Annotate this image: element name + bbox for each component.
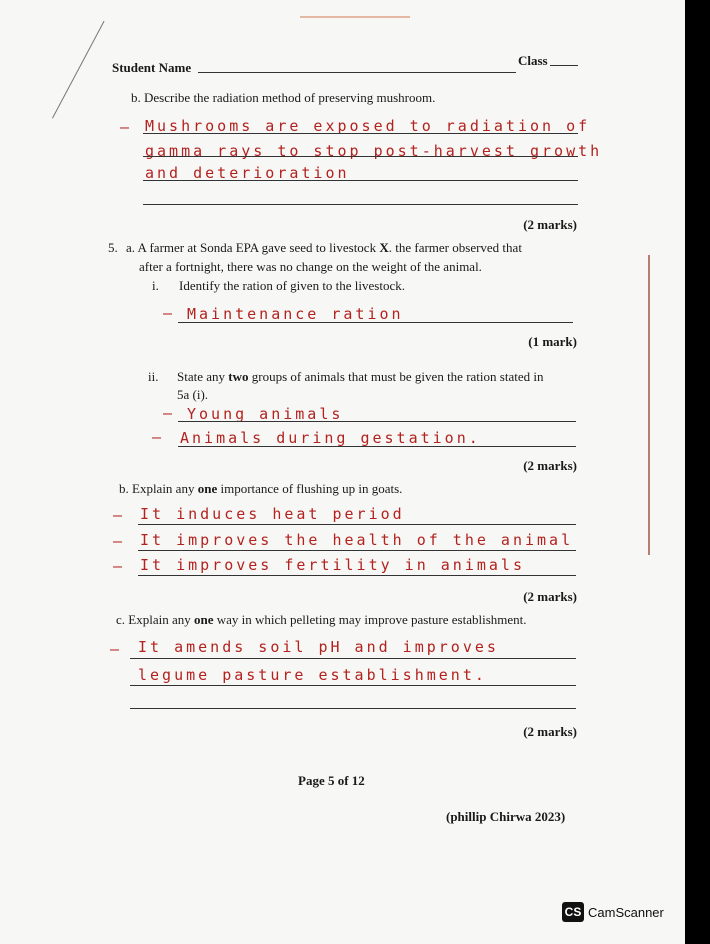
class-label: Class (518, 53, 548, 68)
q5b-question: b. Explain any one importance of flushing up in goats. (119, 481, 403, 496)
q5-number: 5. (108, 240, 118, 255)
q5b-answer-1: It induces heat period (140, 505, 405, 523)
camscanner-watermark: CamScanner (588, 905, 664, 920)
q5c-question: c. Explain any one way in which pelleting may improve pasture establishment. (116, 612, 527, 627)
page-number: Page 5 of 12 (298, 773, 365, 788)
q5a-i-answer: Maintenance ration (187, 305, 404, 323)
scan-smudge (300, 16, 410, 18)
q5a-ii-num: ii. (148, 369, 159, 384)
q4b-answer-1: Mushrooms are exposed to radiation of (145, 117, 591, 135)
student-name-label: Student Name (112, 60, 192, 75)
q5c-answer-2: legume pasture establishment. (138, 666, 487, 684)
class-line (550, 65, 578, 66)
q5c-marks: (2 marks) (523, 724, 577, 739)
q5c-answer-1: It amends soil pH and improves (138, 638, 499, 656)
q5a-stem-2: after a fortnight, there was no change on the weight of the animal. (139, 259, 482, 274)
pen-stroke (52, 21, 105, 119)
q5b-answer-2: It improves the health of the animal (140, 531, 574, 549)
camscanner-logo-icon: CS (562, 902, 584, 922)
q5a-i-num: i. (152, 278, 159, 293)
q4b-answer-2: gamma rays to stop post-harvest growth (145, 142, 603, 160)
author-credit: (phillip Chirwa 2023) (446, 809, 566, 824)
q5a-ii-answer-2: Animals during gestation. (180, 429, 481, 447)
q5b-answer-3: It improves fertility in animals (140, 556, 525, 574)
student-name-line (198, 72, 516, 73)
exam-page: Student Name Class b. Describe the radiation method of preserving mushroom. — Mushrooms are exposed to radiation of gamma rays to stop post-harvest growth and deterioration (2 marks) 5. a. A farmer at Sonda EPA gave seed to livestock X. the farmer observed that after a fortnight, there was no change on the weight of the animal. i. Identify the ration of given to the livestock. — Maintenance ration (1 mark) ii. State any two groups of animals that must be given the ration stated in 5a (i). — Young animals — Animals during gestation. (2 marks) b. Explain any one importance of flushing up in goats. — It induces heat period — It improves the health of the animal — It improves fertility in animals (2 marks) c. Explain any one way in which pelleting may improve pasture establishment. — It amends soil pH and improves legume pasture establishment. (2 marks) Page 5 of 12 (phillip Chirwa 2023) (0, 0, 685, 944)
q5a-i-question: Identify the ration of given to the livestock. (179, 278, 405, 293)
q4b-answer-3: and deterioration (145, 164, 350, 182)
q5a-i-marks: (1 mark) (528, 334, 577, 349)
q5a-ii-question: State any two groups of animals that must be given the ration stated in (177, 369, 544, 384)
q4b-question: b. Describe the radiation method of preserving mushroom. (131, 90, 436, 105)
q5a-ii-marks: (2 marks) (523, 458, 577, 473)
scan-edge (648, 255, 650, 555)
q5a-ii-answer-1: Young animals (187, 405, 344, 423)
q4b-marks: (2 marks) (523, 217, 577, 232)
q5a-ii-question-2: 5a (i). (177, 387, 209, 402)
q5b-marks: (2 marks) (523, 589, 577, 604)
q5a-stem-1: a. A farmer at Sonda EPA gave seed to livestock X. the farmer observed that (126, 240, 522, 255)
